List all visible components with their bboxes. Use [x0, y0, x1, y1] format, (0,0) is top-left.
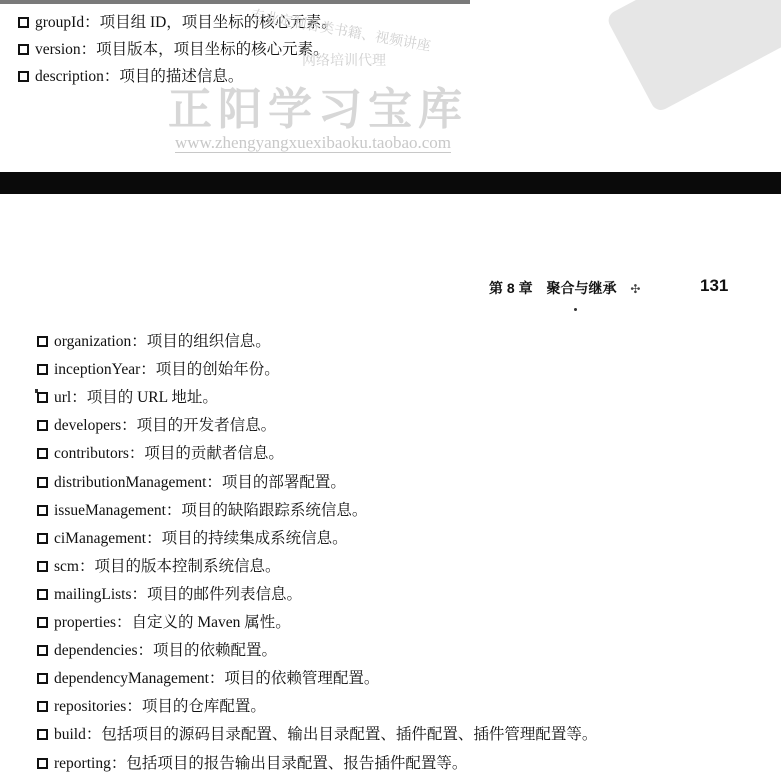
checkbox-icon — [37, 533, 48, 544]
list-item — [37, 473, 346, 493]
checkbox-icon — [37, 758, 48, 769]
list-item — [37, 388, 218, 408]
checkbox-icon — [37, 448, 48, 459]
list-item-text: inceptionYear：项目的创始年份。 — [54, 361, 280, 379]
list-item-text: developers：项目的开发者信息。 — [54, 417, 277, 435]
list-item: groupId：项目组 ID，项目坐标的核心元素。 — [18, 13, 337, 33]
checkbox-icon — [37, 364, 48, 375]
list-item-text: properties：自定义的 Maven 属性。 — [54, 614, 291, 631]
checkbox-icon — [37, 645, 48, 656]
list-item-text: dependencies：项目的依赖配置。 — [54, 642, 277, 660]
list-item — [37, 585, 302, 605]
list-item-text: issueManagement：项目的缺陷跟踪系统信息。 — [54, 501, 368, 519]
checkbox-icon — [37, 701, 48, 712]
ornament-icon: ✣ — [630, 282, 639, 296]
checkbox-icon — [37, 673, 48, 684]
list-item-text: mailingLists：项目的邮件列表信息。 — [54, 585, 303, 603]
checkbox-icon — [37, 729, 48, 740]
list-item-text: ciManagement：项目的持续集成系统信息。 — [54, 529, 348, 547]
checkbox-icon — [37, 392, 48, 403]
running-header — [489, 278, 644, 298]
list-item-text: build：包括项目的源码目录配置、输出目录配置、插件配置、插件管理配置等。 — [54, 726, 598, 744]
list-item — [37, 754, 467, 774]
watermark-tagline-2: 网络培训代理 — [302, 54, 386, 69]
checkbox-icon — [18, 17, 29, 28]
list-item-text: dependencyManagement：项目的依赖管理配置。 — [54, 670, 380, 688]
list-item-text: url：项目的 URL 地址。 — [54, 389, 218, 407]
page-number: 131 — [700, 276, 729, 295]
watermark-tagline: 专业定制各类书籍、视频讲座 — [249, 8, 432, 55]
list-item — [37, 501, 367, 521]
list-item — [37, 697, 266, 717]
list-item — [37, 557, 280, 577]
list-item — [37, 444, 284, 464]
checkbox-icon — [18, 44, 29, 55]
list-item: description：项目的描述信息。 — [18, 67, 243, 87]
list-item — [37, 725, 597, 745]
previous-page-fragment — [0, 0, 781, 172]
list-item — [37, 416, 276, 436]
checkbox-icon — [18, 71, 29, 82]
chapter-label: 第 8 章 — [489, 280, 533, 296]
list-item-text: contributors：项目的贡献者信息。 — [54, 445, 284, 463]
list-item: version：项目版本，项目坐标的核心元素。 — [18, 40, 329, 60]
list-item-text: distributionManagement：项目的部署配置。 — [54, 473, 346, 491]
list-item-text: organization：项目的组织信息。 — [54, 333, 271, 350]
checkbox-icon — [37, 336, 48, 347]
list-item-text: reporting：包括项目的报告输出目录配置、报告插件配置等。 — [54, 754, 468, 772]
list-item-text: scm：项目的版本控制系统信息。 — [54, 557, 281, 575]
watermark-url: www.zhengyangxuexibaoku.taobao.com — [175, 133, 452, 152]
watermark-title: 正阳学习宝库 — [168, 85, 468, 134]
list-item — [37, 641, 277, 661]
list-item-text: repositories：项目的仓库配置。 — [54, 698, 266, 716]
list-item — [37, 529, 348, 549]
checkbox-icon — [37, 561, 48, 572]
checkbox-icon — [37, 477, 48, 488]
page-divider-band — [0, 172, 781, 194]
checkbox-icon — [37, 589, 48, 600]
list-item — [37, 669, 379, 689]
list-item — [37, 332, 271, 352]
checkbox-icon — [37, 420, 48, 431]
list-item — [37, 360, 280, 380]
scan-speck — [574, 308, 577, 311]
checkbox-icon — [37, 505, 48, 516]
chapter-title: 聚合与继承 — [546, 280, 617, 296]
list-item — [37, 613, 291, 633]
cut-off-line — [0, 0, 470, 4]
checkbox-icon — [37, 617, 48, 628]
scan-shadow — [605, 0, 781, 113]
